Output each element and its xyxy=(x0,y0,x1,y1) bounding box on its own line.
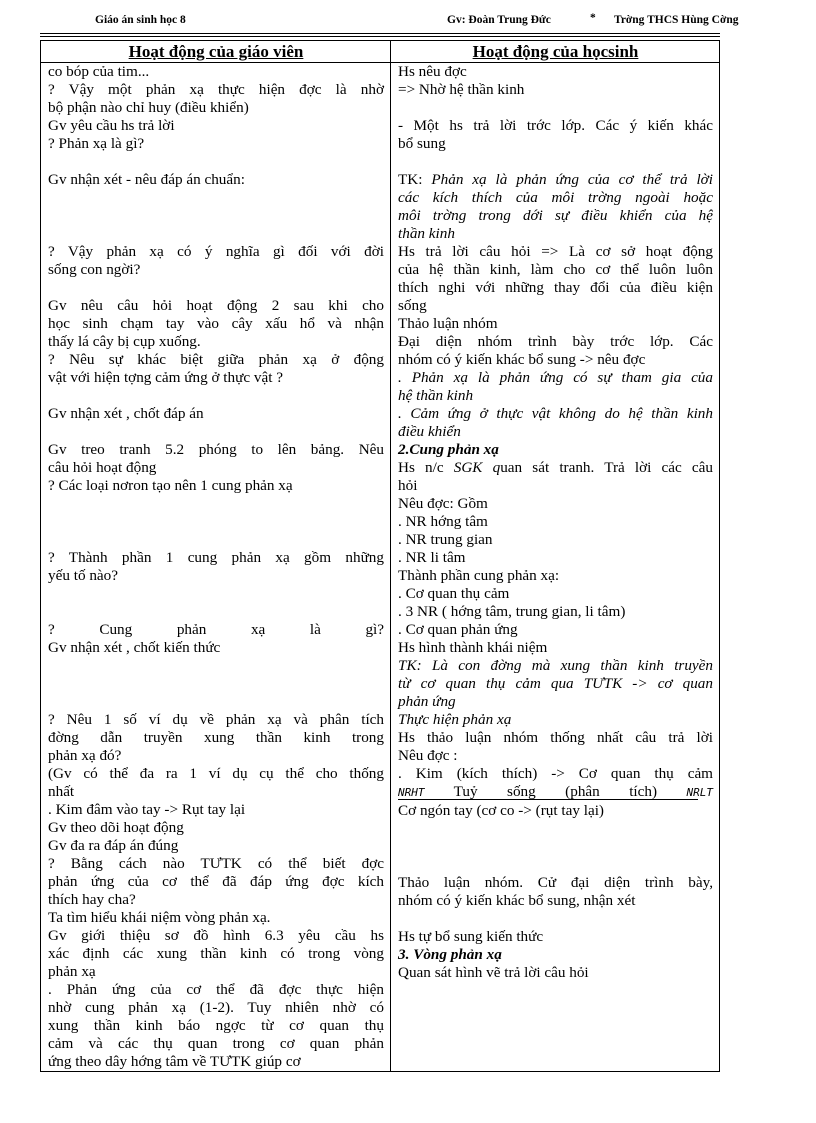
student-column xyxy=(391,63,720,1072)
teacher-line: Ta tìm hiểu khái niệm vòng phản xạ. xyxy=(48,909,271,926)
teacher-line: Gv nhận xét , chốt kiến thức xyxy=(48,639,221,656)
teacher-line: ứng theo dây hớng tâm về TƯTK giúp cơ xyxy=(48,1053,301,1070)
student-line: Thảo luận nhóm. Cử đại diện trình bày, xyxy=(398,874,713,891)
teacher-line: Gv giới thiệu sơ đồ hình 6.3 yêu cầu hs xyxy=(48,927,384,944)
teacher-line: thích hay cha? xyxy=(48,891,136,908)
teacher-line xyxy=(48,423,384,441)
teacher-line: ? Vậy phản xạ có ý nghĩa gì đối với đời xyxy=(48,243,384,260)
student-line: Đại diện nhóm trình bày trớc lớp. Các xyxy=(398,333,713,350)
teacher-line xyxy=(48,387,384,405)
teacher-line: phản xạ xyxy=(48,963,96,980)
teacher-line: ? Nêu 1 số ví dụ về phản xạ và phân tích xyxy=(48,711,384,728)
student-line: thần kinh xyxy=(398,225,455,242)
student-line: TK: Phản xạ là phản ứng của cơ thể trả lời xyxy=(398,171,713,188)
teacher-line: Gv yêu cầu hs trả lời xyxy=(48,117,175,134)
teacher-line xyxy=(48,279,384,297)
header-school: Trờng THCS Hùng Cờng xyxy=(614,14,739,26)
student-line: Hs n/c SGK quan sát tranh. Trả lời các câu xyxy=(398,459,713,476)
col-teacher-heading: Hoạt động của giáo viên xyxy=(41,41,391,63)
student-line: Hs tự bổ sung kiến thức xyxy=(398,928,544,945)
student-line: Thành phần cung phản xạ: xyxy=(398,567,560,584)
arrow-line xyxy=(398,799,698,800)
student-line: . Cơ quan phản ứng xyxy=(398,621,518,638)
teacher-line: học sinh chạm tay vào cây xấu hổ và nhận xyxy=(48,315,384,332)
student-line: Hs trả lời câu hỏi => Là cơ sở hoạt động xyxy=(398,243,713,260)
student-line: Hs thảo luận nhóm thống nhất câu trả lời xyxy=(398,729,713,746)
student-line: . Cơ quan thụ cảm xyxy=(398,585,510,602)
teacher-line: yếu tố nào? xyxy=(48,567,119,584)
reflex-arc-arrow-row xyxy=(398,783,713,802)
section-heading-vong-phan-xa: 3. Vòng phản xạ xyxy=(398,946,502,963)
teacher-line: bộ phận nào chỉ huy (điều khiển) xyxy=(48,99,249,116)
label-tuy-song: Tuỷ sống (phân tích) xyxy=(453,783,658,800)
teacher-line: câu hỏi hoạt động xyxy=(48,459,157,476)
teacher-line: ? Vậy một phản xạ thực hiện đợc là nhờ xyxy=(48,81,384,98)
student-line: Hs nêu đợc xyxy=(398,63,467,80)
student-line: => Nhờ hệ thần kinh xyxy=(398,81,525,98)
student-line: phản ứng xyxy=(398,693,456,710)
teacher-line: phản ứng của cơ thể đã đáp ứng đợc kích xyxy=(48,873,384,890)
student-line: . Kim (kích thích) -> Cơ quan thụ cảm xyxy=(398,765,713,782)
student-line: Quan sát hình vẽ trả lời câu hỏi xyxy=(398,964,589,981)
teacher-line xyxy=(48,531,384,549)
teacher-line: co bóp của tim... xyxy=(48,63,150,80)
teacher-line: . Kim đâm vào tay -> Rụt tay lại xyxy=(48,801,246,818)
label-nrht: NRHT xyxy=(398,786,425,799)
teacher-line: ? Cung phản xạ là gì? xyxy=(48,621,384,638)
teacher-line xyxy=(48,189,384,207)
teacher-line: Gv treo tranh 5.2 phóng to lên bảng. Nêu xyxy=(48,441,384,458)
teacher-line: Gv theo dõi hoạt động xyxy=(48,819,184,836)
teacher-line: cảm và các thụ quan trong cơ quan phản xyxy=(48,1035,384,1052)
teacher-line xyxy=(48,207,384,225)
student-line: . NR li tâm xyxy=(398,549,466,566)
student-line: hệ thần kinh xyxy=(398,387,474,404)
teacher-line: phản xạ đó? xyxy=(48,747,122,764)
teacher-line: vật với hiện tợng cảm ứng ở thực vật ? xyxy=(48,369,283,386)
teacher-line: . Phản ứng của cơ thể đã đợc thực hiện xyxy=(48,981,384,998)
header-star: * xyxy=(590,12,596,24)
student-line: Hs hình thành khái niệm xyxy=(398,639,548,656)
teacher-line xyxy=(48,495,384,513)
student-line: . NR trung gian xyxy=(398,531,493,548)
student-line: nhóm có ý kiến khác bổ sung, nhận xét xyxy=(398,892,636,909)
header-rule-2 xyxy=(40,36,720,37)
teacher-line: ? Nêu sự khác biệt giữa phản xạ ở động xyxy=(48,351,384,368)
student-line: - Một hs trả lời trớc lớp. Các ý kiến khác xyxy=(398,117,713,134)
teacher-line xyxy=(48,225,384,243)
teacher-line xyxy=(48,675,384,693)
teacher-line: xác định các xung thần kinh có trong vòng xyxy=(48,945,384,962)
teacher-line xyxy=(48,153,384,171)
student-line: . Phản xạ là phản ứng có sự tham gia của xyxy=(398,369,713,386)
student-line: từ cơ quan thụ cảm qua TƯTK -> cơ quan xyxy=(398,675,713,692)
student-line: hỏi xyxy=(398,477,418,494)
teacher-line: Gv nhận xét , chốt đáp án xyxy=(48,405,204,422)
student-line: . Cảm ứng ở thực vật không do hệ thần kinh xyxy=(398,405,713,422)
teacher-line xyxy=(48,513,384,531)
teacher-line: Gv đa ra đáp án đúng xyxy=(48,837,179,854)
student-line: . NR hớng tâm xyxy=(398,513,488,530)
student-line: điều khiển xyxy=(398,423,461,440)
student-line: thích nghi với những thay đổi của điều kiện xyxy=(398,279,713,296)
student-line: Cơ ngón tay (cơ co -> (rụt tay lại) xyxy=(398,802,604,819)
col-student-heading: Hoạt động của họcsinh xyxy=(391,41,720,63)
teacher-line: ? Các loại nơron tạo nên 1 cung phản xạ xyxy=(48,477,293,494)
teacher-line xyxy=(48,693,384,711)
student-line: Thực hiện phản xạ xyxy=(398,711,512,728)
teacher-line: ? Bằng cách nào TƯTK có thể biết đợc xyxy=(48,855,384,872)
teacher-line: Gv nêu câu hỏi hoạt động 2 sau khi cho xyxy=(48,297,384,314)
student-line: của hệ thần kinh, làm cho cơ thể luôn luôn xyxy=(398,261,713,278)
teacher-line: ? Thành phần 1 cung phản xạ gồm những xyxy=(48,549,384,566)
lesson-table xyxy=(40,40,720,1072)
teacher-line: nhờ cung phản xạ (1-2). Tuy nhiên nhờ có xyxy=(48,999,384,1016)
student-line: bổ sung xyxy=(398,135,446,152)
student-line: . 3 NR ( hớng tâm, trung gian, li tâm) xyxy=(398,603,626,620)
student-line: nhóm có ý kiến khác bổ sung -> nêu đợc xyxy=(398,351,646,368)
teacher-line xyxy=(48,603,384,621)
teacher-line: xung thần kinh báo ngợc từ cơ quan thụ xyxy=(48,1017,384,1034)
teacher-line: ? Phản xạ là gì? xyxy=(48,135,145,152)
student-line: Nêu đợc : xyxy=(398,747,458,764)
teacher-line xyxy=(48,585,384,603)
teacher-line: thấy lá cây bị cụp xuống. xyxy=(48,333,201,350)
teacher-line: đờng dẫn truyền xung thần kinh trong xyxy=(48,729,384,746)
label-nrlt: NRLT xyxy=(686,786,713,799)
section-heading-cung-phan-xa: 2.Cung phản xạ xyxy=(398,441,499,458)
header-subject: Giáo án sinh học 8 xyxy=(95,14,186,26)
student-line: môi trờng trong dới sự điều khiển của hệ xyxy=(398,207,713,224)
teacher-column xyxy=(41,63,391,1072)
teacher-line: Gv nhận xét - nêu đáp án chuẩn: xyxy=(48,171,245,188)
student-line: TK: Là con đờng mà xung thần kinh truyền xyxy=(398,657,713,674)
student-line: Nêu đợc: Gồm xyxy=(398,495,488,512)
teacher-line: nhất xyxy=(48,783,75,800)
header-teacher: Gv: Đoàn Trung Đức xyxy=(447,14,551,26)
header-rule xyxy=(40,33,720,34)
teacher-line: sống con ngời? xyxy=(48,261,141,278)
teacher-line: (Gv có thể đa ra 1 ví dụ cụ thể cho thống xyxy=(48,765,384,782)
student-line: Thảo luận nhóm xyxy=(398,315,498,332)
student-line: các kích thích của môi trờng ngoài hoặc xyxy=(398,189,713,206)
student-line: sống xyxy=(398,297,427,314)
teacher-line xyxy=(48,657,384,675)
